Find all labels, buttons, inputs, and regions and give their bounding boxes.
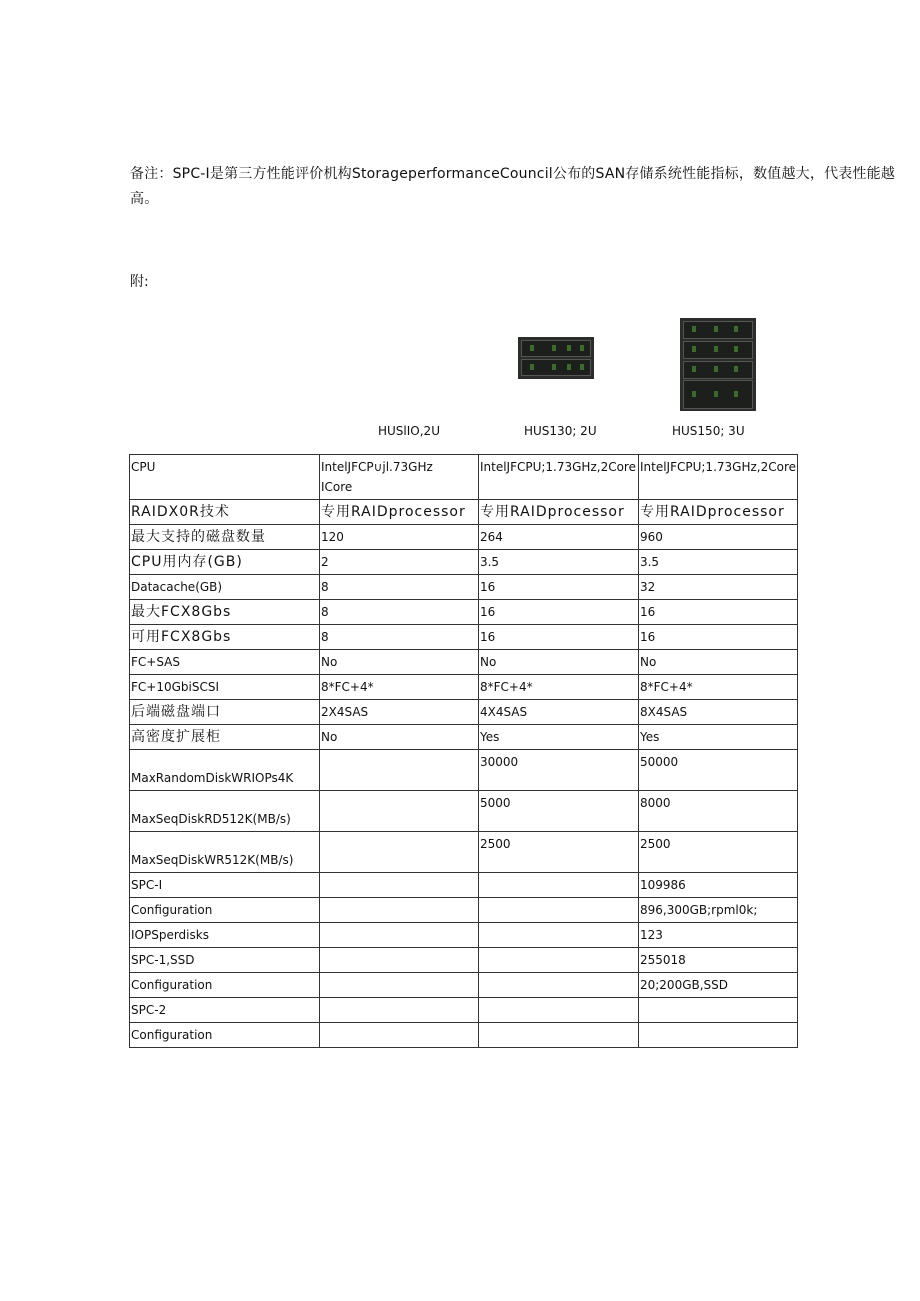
row-value (319, 832, 478, 873)
row-value: 50000 (638, 750, 797, 791)
appendix-label: 附: (130, 274, 149, 290)
row-value: 专用RAIDprocessor (478, 500, 638, 525)
table-row (130, 750, 798, 791)
spc-note: 备注：SPC-I是第三方性能评价机构StorageperformanceCouncil公布的SAN存储系统性能指标，数值越大，代表性能越高。 (130, 166, 896, 207)
spec-table (129, 454, 798, 1048)
row-value: 16 (638, 625, 797, 650)
row-value: 16 (638, 600, 797, 625)
table-row (130, 832, 798, 873)
row-value: No (478, 650, 638, 675)
table-row (130, 625, 798, 650)
row-value: 120 (319, 525, 478, 550)
caption-hus150: HUS150; 3U (672, 424, 745, 438)
row-value: 32 (638, 575, 797, 600)
row-value: 255018 (638, 948, 797, 973)
caption-hus130: HUS130; 2U (524, 424, 597, 438)
row-value (319, 948, 478, 973)
row-label: FC+SAS (130, 650, 320, 675)
row-label: SPC-1,SSD (130, 948, 320, 973)
row-value (478, 998, 638, 1023)
table-row (130, 973, 798, 998)
row-value: 2500 (478, 832, 638, 873)
row-label: MaxSeqDiskRD512K(MB/s) (130, 791, 320, 832)
row-value: 16 (478, 575, 638, 600)
row-value: 8 (319, 575, 478, 600)
row-value: 8*FC+4* (638, 675, 797, 700)
row-value: 20;200GB,SSD (638, 973, 797, 998)
row-value: 960 (638, 525, 797, 550)
row-value (319, 791, 478, 832)
row-label: Configuration (130, 898, 320, 923)
row-value (319, 973, 478, 998)
row-value (319, 750, 478, 791)
row-value: 4X4SAS (478, 700, 638, 725)
table-row (130, 600, 798, 625)
row-value (478, 898, 638, 923)
row-value (638, 998, 797, 1023)
row-value: 264 (478, 525, 638, 550)
row-value: No (319, 725, 478, 750)
row-value (478, 973, 638, 998)
row-label: Datacache(GB) (130, 575, 320, 600)
row-label: 最大FCX8Gbs (130, 600, 320, 625)
table-row (130, 455, 798, 500)
row-label: CPU用内存(GB) (130, 550, 320, 575)
caption-hus110: HUSlIO,2U (378, 424, 440, 438)
row-value (319, 923, 478, 948)
table-row (130, 923, 798, 948)
row-label: SPC-2 (130, 998, 320, 1023)
row-value (478, 923, 638, 948)
table-row (130, 550, 798, 575)
table-row (130, 525, 798, 550)
row-value: 5000 (478, 791, 638, 832)
row-value (319, 873, 478, 898)
row-value: 8X4SAS (638, 700, 797, 725)
row-label: 后端磁盘端口 (130, 700, 320, 725)
row-value: 896,300GB;rpml0k; (638, 898, 797, 923)
row-label: MaxSeqDiskWR512K(MB/s) (130, 832, 320, 873)
row-value: 8000 (638, 791, 797, 832)
row-value: No (638, 650, 797, 675)
row-value (478, 948, 638, 973)
hus130-image (518, 337, 594, 379)
row-value (319, 1023, 478, 1048)
row-label: FC+10GbiSCSI (130, 675, 320, 700)
row-value (478, 1023, 638, 1048)
row-value: 3.5 (478, 550, 638, 575)
row-label: 可用FCX8Gbs (130, 625, 320, 650)
row-label: SPC-I (130, 873, 320, 898)
table-row (130, 575, 798, 600)
row-value (319, 898, 478, 923)
row-value: 109986 (638, 873, 797, 898)
row-value: 16 (478, 625, 638, 650)
table-row (130, 898, 798, 923)
row-label: Configuration (130, 1023, 320, 1048)
row-value: 16 (478, 600, 638, 625)
row-value (319, 998, 478, 1023)
table-row (130, 500, 798, 525)
row-label: 最大支持的磁盘数量 (130, 525, 320, 550)
table-row (130, 700, 798, 725)
row-value: 8 (319, 600, 478, 625)
row-value: 8*FC+4* (319, 675, 478, 700)
row-value: IntelJFCPU;1.73GHz,2Core (638, 455, 797, 500)
row-value: 2 (319, 550, 478, 575)
table-row (130, 675, 798, 700)
table-row (130, 998, 798, 1023)
row-value (478, 873, 638, 898)
row-label: 高密度扩展柜 (130, 725, 320, 750)
row-value: 30000 (478, 750, 638, 791)
row-label: RAIDX0R技术 (130, 500, 320, 525)
row-label: IOPSperdisks (130, 923, 320, 948)
table-row (130, 650, 798, 675)
row-value: Yes (478, 725, 638, 750)
table-row (130, 725, 798, 750)
row-value: 123 (638, 923, 797, 948)
row-value: IntelJFCP∪jl.73GHz ICore (319, 455, 478, 500)
row-label: Configuration (130, 973, 320, 998)
row-value: 3.5 (638, 550, 797, 575)
row-label: CPU (130, 455, 320, 500)
row-value: 2500 (638, 832, 797, 873)
table-row (130, 948, 798, 973)
hus150-image (680, 318, 756, 411)
row-value: Yes (638, 725, 797, 750)
table-row (130, 791, 798, 832)
row-value: 8 (319, 625, 478, 650)
row-value: 专用RAIDprocessor (319, 500, 478, 525)
row-value: 2X4SAS (319, 700, 478, 725)
row-value (638, 1023, 797, 1048)
row-value: No (319, 650, 478, 675)
row-value: IntelJFCPU;1.73GHz,2Core (478, 455, 638, 500)
table-row (130, 1023, 798, 1048)
row-value: 8*FC+4* (478, 675, 638, 700)
table-row (130, 873, 798, 898)
row-value: 专用RAIDprocessor (638, 500, 797, 525)
row-label: MaxRandomDiskWRIOPs4K (130, 750, 320, 791)
